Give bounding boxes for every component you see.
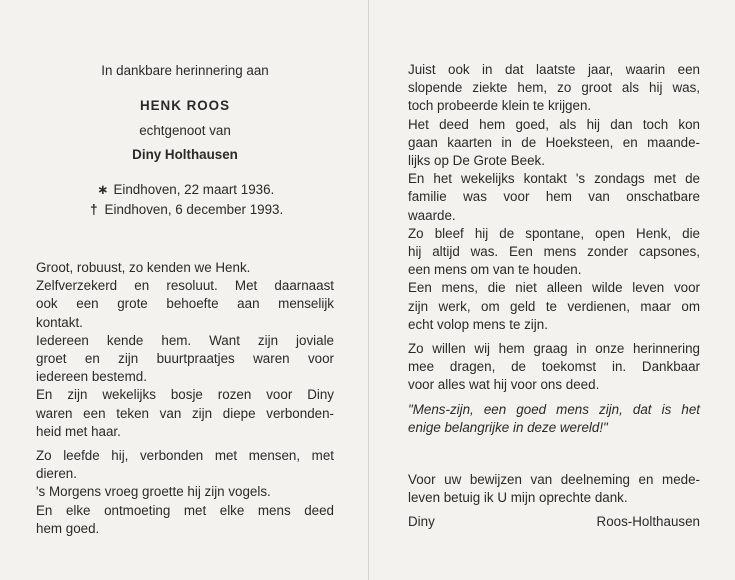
paragraph-line: groet en zijn buurtpraatjes waren voor bbox=[36, 351, 334, 367]
paragraph-line: een mens om van te houden. bbox=[408, 262, 582, 278]
paragraph-line: hij altijd was. Een mens zonder capsones, bbox=[408, 244, 700, 260]
death-date: Eindhoven, 6 december 1993. bbox=[104, 202, 284, 217]
life-dates bbox=[36, 180, 334, 220]
birth-date: Eindhoven, 22 maart 1936. bbox=[113, 182, 275, 197]
paragraph-line: En zijn wekelijks bosje rozen voor Diny bbox=[36, 387, 334, 403]
deceased-name: HENK ROOS bbox=[139, 98, 231, 113]
paragraph-line: waren een teken van zijn diepe verbonden- bbox=[36, 405, 334, 421]
thanks-line: leven betuig ik U mijn oprechte dank. bbox=[408, 490, 628, 506]
paragraph-line: 's Morgens vroeg groette hij zijn vogels. bbox=[36, 484, 271, 500]
paragraph-line: kontakt. bbox=[36, 314, 83, 330]
paragraph-line: ook een grote behoefte aan menselijk bbox=[36, 296, 334, 312]
paragraph-line: En het wekelijks kontakt 's zondags met de bbox=[408, 171, 700, 187]
paragraph-line: iedereen bestemd. bbox=[36, 369, 147, 385]
quote-line: enige belangrijke in deze wereld!" bbox=[408, 419, 608, 435]
paragraph-line: zijn werk, om geld te verdienen, maar om bbox=[408, 298, 700, 314]
paragraph-line: hem goed. bbox=[36, 520, 100, 536]
spouse-label: echtgenoot van bbox=[139, 123, 231, 138]
birth-line bbox=[36, 180, 334, 200]
spouse-name: Diny Holthausen bbox=[132, 147, 238, 162]
paragraph-line: Zo leefde hij, verbonden met mensen, met bbox=[36, 448, 334, 464]
paragraph-line: familie was voor hem van onschatbare bbox=[408, 189, 700, 205]
paragraph-line: Zelfverzekerd en resoluut. Met daarnaast bbox=[36, 278, 334, 294]
paragraph-line: echt volop mens te zijn. bbox=[408, 316, 548, 332]
paragraph-line: dieren. bbox=[36, 466, 77, 482]
death-line bbox=[36, 200, 334, 220]
birth-star-icon: ∗ bbox=[97, 182, 109, 197]
right-page bbox=[408, 0, 700, 580]
paragraph-line: Zo bleef hij de spontane, open Henk, die bbox=[408, 225, 700, 241]
paragraph-line: Een mens, die niet alleen wilde leven voor bbox=[408, 280, 700, 296]
paragraph-line: Juist ook in dat laatste jaar, waarin een bbox=[408, 62, 700, 77]
paragraph-line: Het deed hem goed, als hij dan toch kon bbox=[408, 116, 700, 132]
left-page bbox=[36, 0, 334, 580]
left-body bbox=[36, 259, 334, 538]
paragraph-line: lijks op De Grote Beek. bbox=[408, 153, 545, 169]
paragraph-line: heid met haar. bbox=[36, 423, 121, 439]
paragraph-line: mee dragen, de toekomst in. Dankbaar bbox=[408, 359, 700, 375]
section-gap bbox=[408, 437, 700, 471]
card-fold bbox=[368, 0, 369, 580]
intro-text: In dankbare herinnering aan bbox=[101, 63, 269, 78]
paragraph-line: slopende ziekte hem, zo groot als hij was, bbox=[408, 80, 700, 96]
thanks-line: Voor uw bewijzen van deelneming en mede- bbox=[408, 472, 700, 488]
paragraph-line: Zo willen wij hem graag in onze herinnering bbox=[408, 341, 700, 357]
paragraph-line: Iedereen kende hem. Want zijn joviale bbox=[36, 332, 334, 348]
paragraph-line: En elke ontmoeting met elke mens deed bbox=[36, 502, 334, 518]
quote-line: "Mens-zijn, een goed mens zijn, dat is het bbox=[408, 401, 700, 417]
paragraph-line: waarde. bbox=[408, 207, 456, 223]
paragraph-line: Groot, robuust, zo kenden we Henk. bbox=[36, 260, 251, 275]
paragraph-line: gaan kaarten in de Hoeksteen, en maande- bbox=[408, 134, 700, 150]
paragraph-line: toch probeerde klein te krijgen. bbox=[408, 98, 592, 114]
signature: Diny Roos-Holthausen bbox=[408, 514, 700, 530]
right-body bbox=[408, 61, 700, 532]
paragraph-line: voor alles wat hij voor ons deed. bbox=[408, 377, 600, 393]
death-cross-icon: † bbox=[90, 202, 98, 217]
